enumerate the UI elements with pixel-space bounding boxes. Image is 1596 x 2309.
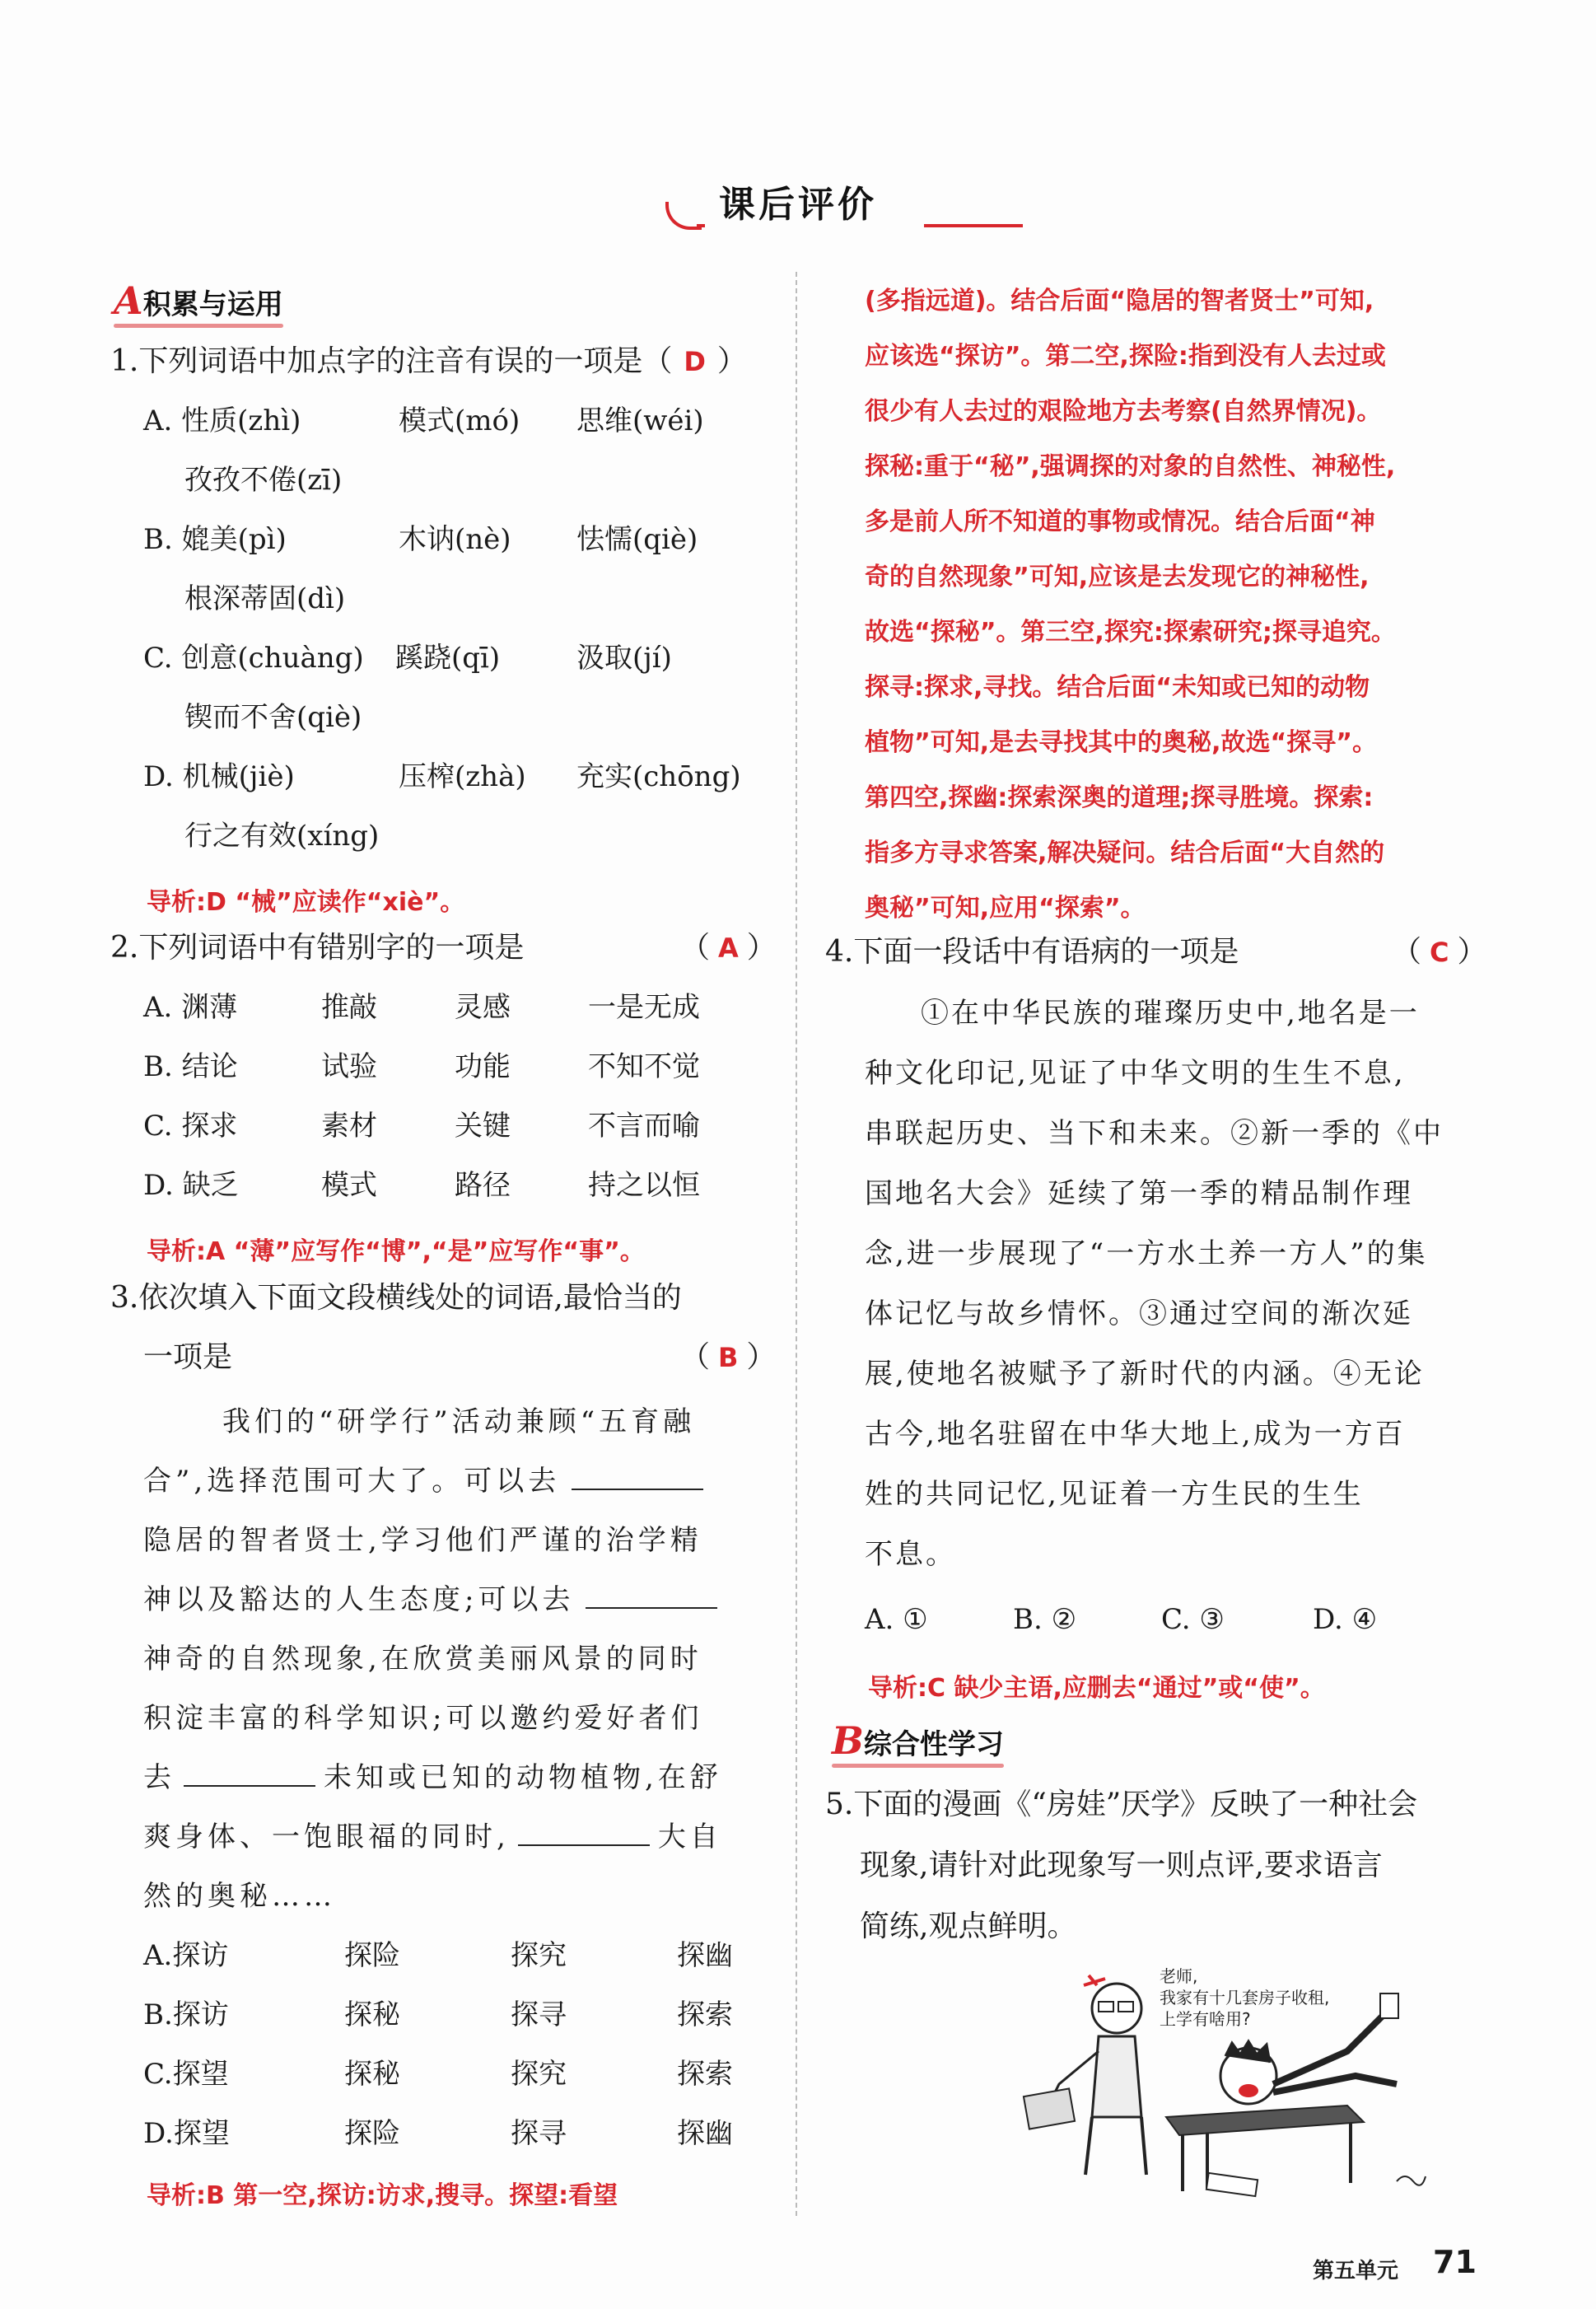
q4-passage-line: 姓的共同记忆,见证着一方生民的生生 [865, 1478, 1364, 1511]
q2-row-b: B. 结论 试验 功能 不知不觉 [143, 1050, 700, 1083]
section-a-header [114, 278, 283, 323]
q2-row-d: D. 缺乏 模式 路径 持之以恒 [143, 1169, 700, 1202]
bubble-line: 上学有啥用? [1160, 2009, 1251, 2029]
q4-analysis: 导析:C 缺少主语,应删去“通过”或“使”。 [868, 1674, 1325, 1703]
bubble-line: 我家有十几套房子收租, [1160, 1988, 1330, 2008]
q3-passage-line6: 积淀丰富的科学知识;可以邀约爱好者们 [143, 1702, 703, 1735]
q3-passage-line2: 合”,选择范围可大了。可以去 [143, 1451, 703, 1511]
q3-blank-1 [572, 1464, 703, 1490]
q1-option-d: D. 机械(jiè) [143, 760, 295, 793]
analysis-line: (多指远道)。结合后面“隐居的智者贤士”可知, [865, 287, 1374, 316]
q1-option-c: C. 创意(chuàng) [143, 642, 364, 675]
analysis-line: 奇的自然现象”可知,应该是去发现它的神秘性, [865, 563, 1370, 591]
q1-option-c4: 锲而不舍(qiè) [184, 701, 362, 734]
column-divider [796, 272, 797, 2216]
q1-option-c3: 汲取(jí) [576, 642, 672, 675]
section-b-label: 综合性学习 [863, 1728, 1004, 1761]
section-a-letter: A [114, 278, 143, 323]
q3-answer-bracket: （ B ） [680, 1340, 777, 1374]
analysis-line: 多是前人所不知道的事物或情况。结合后面“神 [865, 507, 1375, 536]
title-decoration-line-right [924, 224, 1023, 227]
q4-passage-line: ①在中华民族的璀璨历史中,地名是一 [921, 997, 1420, 1030]
q3-row-d: D.探望 探险 探寻 探幽 [143, 2117, 733, 2150]
q4-options: A. ① B. ② C. ③ D. ④ [865, 1603, 1378, 1636]
q4-passage-line: 种文化印记,见证了中华文明的生生不息, [865, 1057, 1406, 1090]
analysis-line: 奥秘”可知,应用“探索”。 [865, 894, 1146, 923]
q4-stem: 4.下面一段话中有语病的一项是 [825, 935, 1239, 969]
analysis-line: 探秘:重于“秘”,强调探的对象的自然性、神秘性, [865, 452, 1396, 481]
cartoon-fangwa-yanxue [1001, 1961, 1430, 2199]
analysis-line: 应该选“探访”。第二空,探险:指到没有人去过或 [865, 342, 1386, 371]
q3-stem-line1: 3.依次填入下面文段横线处的词语,最恰当的 [110, 1281, 682, 1315]
q2-row-a: A. 渊薄 推敲 灵感 一是无成 [143, 991, 700, 1024]
q4-passage-line: 念,进一步展现了“一方水土养一方人”的集 [865, 1237, 1428, 1270]
q3-passage-line5: 神奇的自然现象,在欣赏美丽风景的同时 [143, 1643, 702, 1676]
section-a-label: 积累与运用 [142, 288, 283, 321]
footer-unit: 第五单元 [1313, 2259, 1399, 2283]
q3-passage-line1: 我们的“研学行”活动兼顾“五育融 [222, 1405, 696, 1438]
q3-passage-line3: 隐居的智者贤士,学习他们严谨的治学精 [143, 1524, 702, 1557]
analysis-line: 故选“探秘”。第三空,探究:探索研究;探寻追究。 [865, 618, 1396, 647]
q1-stem: 1.下列词语中加点字的注音有误的一项是（ D ） [110, 344, 747, 378]
q1-option-d4: 行之有效(xíng) [184, 820, 380, 853]
title-decoration-line-left [697, 224, 705, 227]
q3-blank-3 [184, 1760, 315, 1787]
q5-stem-line: 简练,观点鲜明。 [860, 1909, 1077, 1943]
analysis-line: 第四空,探幽:探索深奥的道理;探寻胜境。探索: [865, 783, 1374, 812]
q1-option-a2: 模式(mó) [399, 404, 520, 437]
q2-answer: A [718, 932, 739, 964]
section-b-header [832, 1718, 1004, 1763]
q3-answer: B [718, 1342, 739, 1373]
analysis-line: 指多方寻求答案,解决疑问。结合后面“大自然的 [865, 839, 1385, 867]
q3-blank-4 [518, 1820, 650, 1846]
page-title: 课后评价 [719, 184, 877, 226]
q3-blank-2 [586, 1582, 717, 1609]
q4-passage-line: 体记忆与故乡情怀。③通过空间的渐次延 [865, 1297, 1413, 1330]
q1-option-b: B. 媲美(pì) [143, 523, 287, 556]
q3-passage-line4: 神以及豁达的人生态度;可以去 [143, 1570, 717, 1629]
bubble-line: 老师, [1160, 1966, 1198, 1986]
q1-option-a3: 思维(wéi) [576, 404, 704, 437]
q1-option-a: A. 性质(zhì) [143, 404, 301, 437]
q3-row-b: B.探访 探秘 探寻 探索 [143, 1998, 733, 2031]
q2-row-c: C. 探求 素材 关键 不言而喻 [143, 1110, 700, 1143]
q1-option-d2: 压榨(zhà) [399, 760, 526, 793]
q4-passage-line: 国地名大会》延续了第一季的精品制作理 [865, 1177, 1413, 1210]
q3-row-c: C.探望 探秘 探究 探索 [143, 2058, 733, 2091]
q3-passage-line8: 爽身体、一饱眼福的同时, 大自 [143, 1821, 722, 1853]
q1-option-b2: 木讷(nè) [399, 523, 511, 556]
q1-analysis: 导析:D “械”应读作“xiè”。 [147, 888, 465, 917]
section-b-letter: B [832, 1718, 864, 1763]
q4-answer: C [1430, 937, 1449, 968]
q2-answer-bracket: （ A ） [680, 931, 777, 965]
q3-row-a: A.探访 探险 探究 探幽 [143, 1939, 733, 1972]
q3-passage-line9: 然的奥秘…… [143, 1880, 336, 1913]
page-number: 71 [1433, 2244, 1477, 2280]
q2-stem: 2.下列词语中有错别字的一项是 [110, 931, 525, 965]
q1-option-c2: 蹊跷(qī) [395, 642, 501, 675]
q3-passage-line7: 去 未知或已知的动物植物,在舒 [143, 1761, 722, 1794]
q3-stem-line2: 一项是 [143, 1340, 233, 1374]
q4-passage [865, 984, 1444, 1585]
q4-passage-line: 串联起历史、当下和未来。②新一季的《中 [865, 1117, 1444, 1150]
cartoon-speech-bubble [1160, 1965, 1329, 2030]
q4-passage-line: 展,使地名被赋予了新时代的内涵。④无论 [865, 1358, 1425, 1391]
q3-analysis-continued [865, 273, 1396, 936]
analysis-line: 植物”可知,是去寻找其中的奥秘,故选“探寻”。 [865, 728, 1377, 757]
analysis-line: 探寻:探求,寻找。结合后面“未知或已知的动物 [865, 673, 1370, 702]
q4-passage-line: 不息。 [865, 1538, 956, 1571]
q5-stem-line: 5.下面的漫画《“房娃”厌学》反映了一种社会 [825, 1788, 1418, 1821]
q1-option-b3: 怯懦(qiè) [576, 523, 698, 556]
q4-answer-bracket: （ C ） [1392, 935, 1487, 969]
q1-option-b4: 根深蒂固(dì) [184, 582, 346, 615]
analysis-line: 很少有人去过的艰险地方去考察(自然界情况)。 [865, 397, 1382, 426]
q5-stem-line: 现象,请针对此现象写一则点评,要求语言 [860, 1849, 1383, 1882]
q4-passage-line: 古今,地名驻留在中华大地上,成为一方百 [865, 1418, 1406, 1451]
q1-option-d3: 充实(chōng) [576, 760, 741, 793]
q1-option-a4: 孜孜不倦(zī) [184, 464, 343, 497]
q2-analysis: 导析:A “薄”应写作“博”,“是”应写作“事”。 [147, 1237, 645, 1266]
q5-stem [825, 1774, 1417, 1957]
q3-analysis: 导析:B 第一空,探访:访求,搜寻。探望:看望 [147, 2181, 618, 2210]
q1-answer: D [684, 346, 706, 377]
